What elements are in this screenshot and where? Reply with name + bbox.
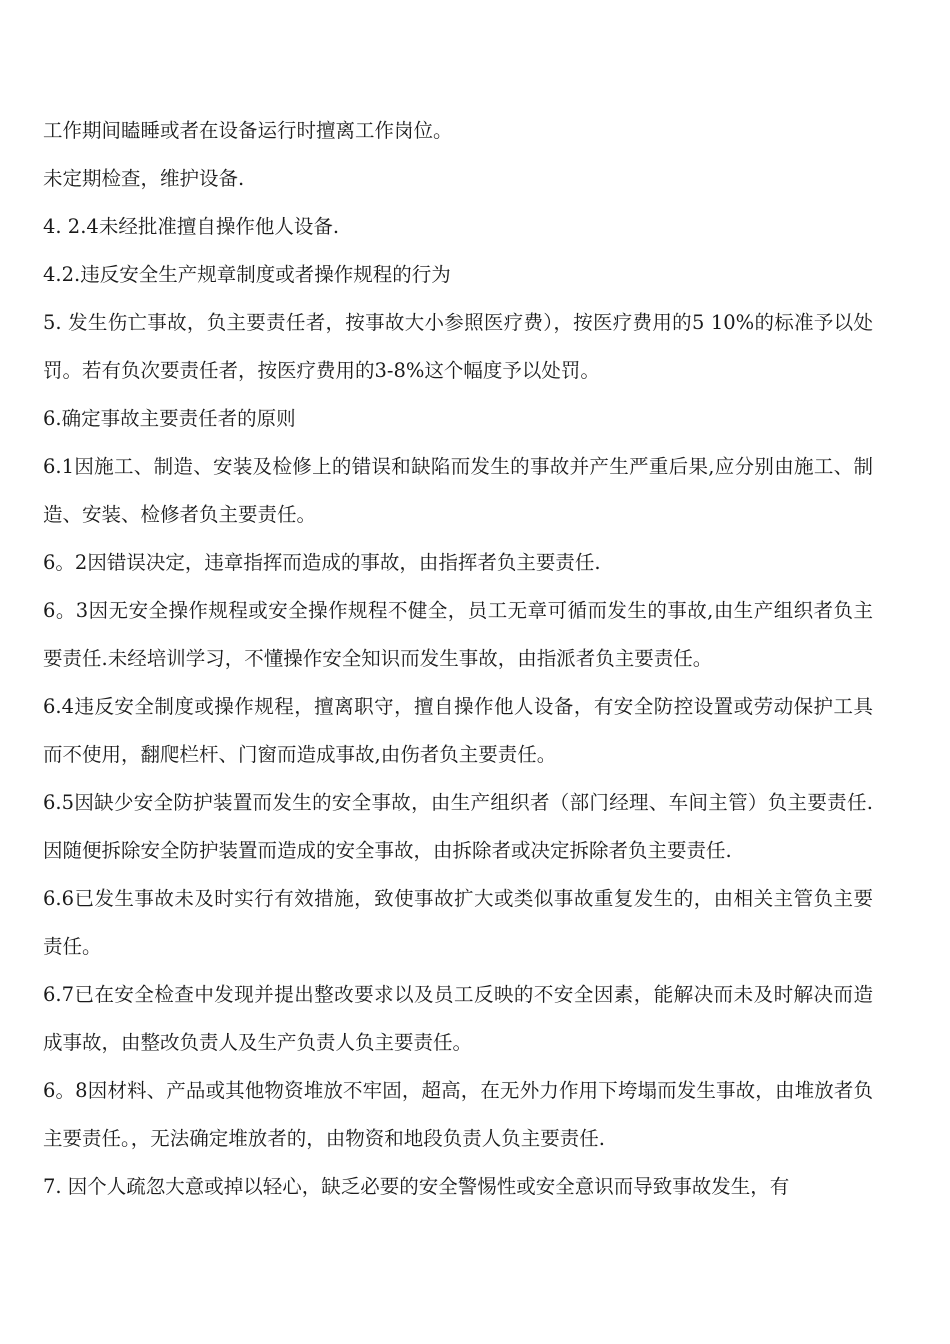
paragraph-6-7: 6.7已在安全检查中发现并提出整改要求以及员工反映的不安全因素，能解决而未及时解决而造成事故，由整改负责人及生产负责人负主要责任。 — [43, 983, 873, 1054]
paragraph-6-heading: 6.确定事故主要责任者的原则 — [43, 407, 296, 430]
paragraph-7: 7. 因个人疏忽大意或掉以轻心，缺乏必要的安全警惕性或安全意识而导致事故发生，有 — [43, 1175, 790, 1198]
paragraph-4-2-4: 4. 2.4未经批准擅自操作他人设备. — [43, 215, 340, 238]
paragraph-4-2: 4.2.违反安全生产规章制度或者操作规程的行为 — [43, 263, 451, 286]
paragraph-6-2: 6。2因错误决定，违章指挥而造成的事故，由指挥者负主要责任. — [43, 551, 601, 574]
paragraph-no-inspection: 未定期检查，维护设备. — [43, 167, 245, 190]
paragraph-5: 5. 发生伤亡事故，负主要责任者，按事故大小参照医疗费），按医疗费用的5 10%的标准予以处罚。若有负次要责任者，按医疗费用的3-8%这个幅度予以处罚。 — [43, 311, 873, 382]
paragraph-6-5: 6.5因缺少安全防护装置而发生的安全事故，由生产组织者（部门经理、车间主管）负主要责任.因随便拆除安全防护装置而造成的安全事故，由拆除者或决定拆除者负主要责任. — [43, 791, 873, 862]
paragraph-6-4: 6.4违反安全制度或操作规程，擅离职守，擅自操作他人设备，有安全防控设置或劳动保护工具而不使用，翻爬栏杆、门窗而造成事故,由伤者负主要责任。 — [43, 695, 873, 766]
document-body — [43, 107, 873, 1211]
paragraph-6-1: 6.1因施工、制造、安装及检修上的错误和缺陷而发生的事故并产生严重后果,应分别由施工、制造、安装、检修者负主要责任。 — [43, 455, 873, 526]
paragraph-6-6: 6.6已发生事故未及时实行有效措施，致使事故扩大或类似事故重复发生的，由相关主管负主要责任。 — [43, 887, 873, 958]
paragraph-6-3: 6。3因无安全操作规程或安全操作规程不健全，员工无章可循而发生的事故,由生产组织者负主要责任.未经培训学习，不懂操作安全知识而发生事故，由指派者负主要责任。 — [43, 599, 873, 670]
paragraph-6-8: 6。8因材料、产品或其他物资堆放不牢固，超高，在无外力作用下垮塌而发生事故，由堆放者负主要责任。，无法确定堆放者的，由物资和地段负责人负主要责任. — [43, 1079, 873, 1150]
paragraph-sleeping-or-leaving-post: 工作期间瞌睡或者在设备运行时擅离工作岗位。 — [43, 119, 453, 142]
